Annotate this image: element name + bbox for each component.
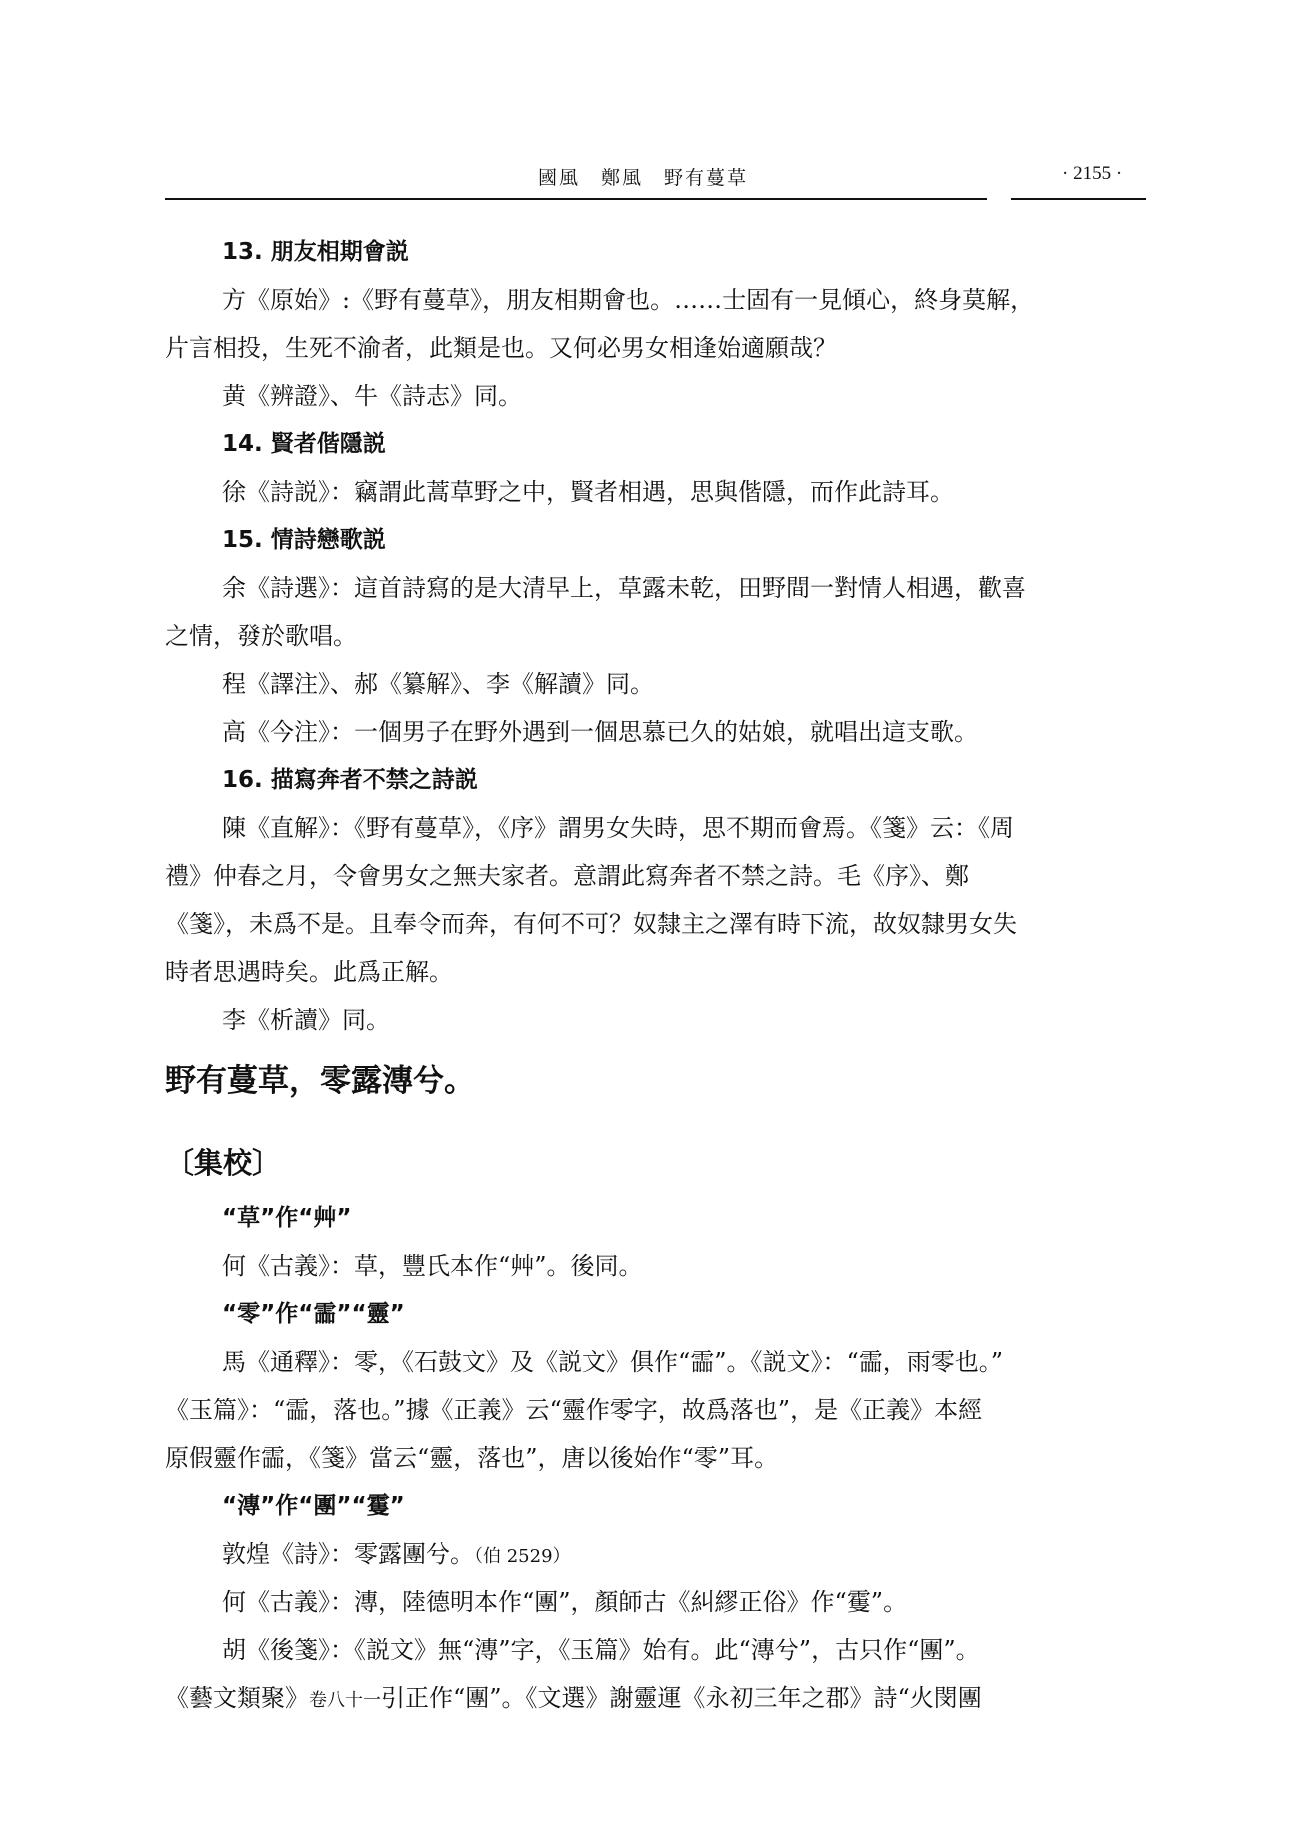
collation-heading: “漙”作“團”“䨥” xyxy=(222,1493,405,1519)
paragraph-line: 徐《詩説》：竊謂此蒿草野之中，賢者相遇，思與偕隱，而作此詩耳。 xyxy=(222,478,954,506)
paragraph-line: 黄《辨證》、牛《詩志》同。 xyxy=(222,382,522,410)
juan-note: 卷八十一 xyxy=(309,1690,381,1711)
collation-heading: “零”作“霝”“靈” xyxy=(222,1301,405,1327)
paragraph-line: 方《原始》:《野有蔓草》，朋友相期會也。……士固有一見傾心，終身莫解， xyxy=(222,286,1035,314)
paragraph-line: 余《詩選》：這首詩寫的是大清早上，草露未乾，田野間一對情人相遇，歡喜 xyxy=(222,574,1026,602)
verse-line: 野有蔓草，零露漙兮。 xyxy=(165,1063,475,1099)
paragraph-line: 時者思遇時矣。此爲正解。 xyxy=(165,958,453,986)
paragraph-line xyxy=(222,1537,571,1574)
paragraph-line: 《玉篇》：“霝，落也。”據《正義》云“靈作零字，故爲落也”，是《正義》本經 xyxy=(165,1396,983,1424)
paragraph-line: 片言相投，生死不渝者，此類是也。又何必男女相逢始適願哉？ xyxy=(165,334,837,362)
section-heading-13: 13. 朋友相期會説 xyxy=(222,239,409,265)
paragraph-line: 原假靈作霝，《箋》當云“靈，落也”，唐以後始作“零”耳。 xyxy=(165,1444,779,1472)
section-heading-15: 15. 情詩戀歌説 xyxy=(222,527,386,553)
paragraph-line: 程《譯注》、郝《纂解》、李《解讀》同。 xyxy=(222,670,654,698)
paragraph-line: 禮》仲春之月，令會男女之無夫家者。意謂此寫奔者不禁之詩。毛《序》、鄭 xyxy=(165,862,969,890)
paragraph-line: 何《古義》：漙，陸德明本作“團”，顏師古《糾繆正俗》作“䨥”。 xyxy=(222,1588,908,1616)
collation-heading: “草”作“艸” xyxy=(222,1205,352,1231)
paragraph-line: 《箋》，未爲不是。且奉令而奔，有何不可？奴隸主之澤有時下流，故奴隸男女失 xyxy=(165,910,1017,938)
paragraph-line: 李《析讀》同。 xyxy=(222,1006,390,1034)
paragraph-line: 之情，發於歌唱。 xyxy=(165,622,357,650)
paragraph-line: 胡《後箋》：《説文》無“漙”字，《玉篇》始有。此“漙兮”，古只作“團”。 xyxy=(222,1636,980,1664)
paragraph-line xyxy=(165,1681,982,1718)
paragraph-text: 引正作“團”。《文選》謝靈運《永初三年之郡》詩“火閔團 xyxy=(381,1684,982,1712)
section-heading-14: 14. 賢者偕隱説 xyxy=(222,431,386,457)
header-rule-right xyxy=(1011,198,1146,200)
paragraph-line: 何《古義》：草，豐氏本作“艸”。後同。 xyxy=(222,1252,643,1280)
paragraph-line: 馬《通釋》：零，《石鼓文》及《説文》俱作“霝”。《説文》：“霝，雨零也。” xyxy=(222,1348,1004,1376)
paragraph-line: 高《今注》：一個男子在野外遇到一個思慕已久的姑娘，就唱出這支歌。 xyxy=(222,718,978,746)
paragraph-text: 《藝文類聚》 xyxy=(165,1684,309,1712)
section-heading-16: 16. 描寫奔者不禁之詩説 xyxy=(222,767,478,793)
header-rule xyxy=(165,198,987,200)
running-head: 國風 鄭風 野有蔓草 xyxy=(538,167,749,189)
paragraph-line: 陳《直解》：《野有蔓草》，《序》謂男女失時，思不期而會焉。《箋》云：《周 xyxy=(222,814,1014,842)
paragraph-text: 敦煌《詩》：零露團兮。 xyxy=(222,1540,474,1568)
page-number: · 2155 · xyxy=(1062,163,1123,184)
section-title: 〔集校〕 xyxy=(165,1146,282,1180)
source-note: （伯 2529） xyxy=(474,1546,571,1567)
